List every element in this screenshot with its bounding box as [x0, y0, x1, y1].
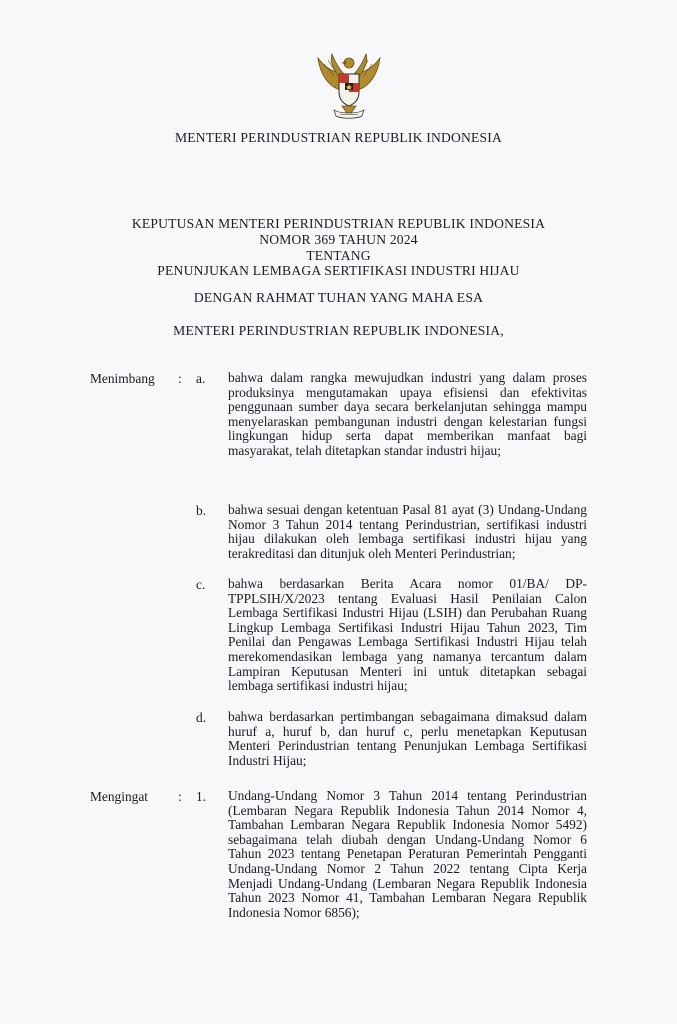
menimbang-d-marker: d. — [196, 710, 207, 725]
issuer-line: MENTERI PERINDUSTRIAN REPUBLIK INDONESIA, — [173, 323, 504, 338]
decree-title-line-1: KEPUTUSAN MENTERI PERINDUSTRIAN REPUBLIK INDONESIA — [131, 216, 546, 231]
menimbang-colon: : — [178, 371, 182, 386]
decree-title-about: TENTANG — [306, 248, 371, 263]
garuda-pancasila-emblem-icon — [310, 50, 388, 122]
menimbang-b-marker: b. — [196, 503, 207, 518]
menimbang-c-text: bahwa berdasarkan Berita Acara nomor 01/BA/ DP-TPPLSIH/X/2023 tentang Evaluasi Hasil Penilaian Calon Lembaga Sertifikasi Industri Hijau (LSIH) dan Perubahan Ruang Lingkup Lembaga Sertifikasi Industri Hijau Tahun 2023, Tim Penilai dan Pengawas Lembaga Sertifikasi Industri Hijau telah merekomendasikan lembaga yang namanya tercantum dalam Lampiran Keputusan Menteri ini untuk ditetapkan sebagai lembaga sertifikasi industri hijau; — [228, 576, 587, 694]
menimbang-a-marker: a. — [196, 371, 206, 386]
mengingat-label: Mengingat — [90, 789, 149, 804]
blessing-line: DENGAN RAHMAT TUHAN YANG MAHA ESA — [193, 290, 484, 305]
ministry-header-title: MENTERI PERINDUSTRIAN REPUBLIK INDONESIA — [174, 130, 503, 145]
menimbang-label: Menimbang — [90, 371, 155, 386]
mengingat-colon: : — [178, 789, 182, 804]
decree-subject: PENUNJUKAN LEMBAGA SERTIFIKASI INDUSTRI HIJAU — [157, 263, 520, 278]
menimbang-b-text: bahwa sesuai dengan ketentuan Pasal 81 ayat (3) Undang-Undang Nomor 3 Tahun 2014 tentang Perindustrian, sertifikasi industri hijau dilakukan oleh lembaga sertifikasi industri hijau yang terakreditasi dan ditunjuk oleh Menteri Perindustrian; — [228, 502, 587, 561]
decree-number: NOMOR 369 TAHUN 2024 — [259, 232, 418, 247]
menimbang-c-marker: c. — [196, 577, 206, 592]
menimbang-d-text: bahwa berdasarkan pertimbangan sebagaimana dimaksud dalam huruf a, huruf b, dan huruf c, perlu menetapkan Keputusan Menteri Perindustrian tentang Penunjukan Lembaga Sertifikasi Industri Hijau; — [228, 709, 587, 768]
mengingat-1-text: Undang-Undang Nomor 3 Tahun 2014 tentang Perindustrian (Lembaran Negara Republik Indonesia Tahun 2014 Nomor 4, Tambahan Lembaran Negara Republik Indonesia Nomor 5492) sebagaimana telah diubah dengan Undang-Undang Nomor 6 Tahun 2023 tentang Penetapan Peraturan Pemerintah Pengganti Undang-Undang Nomor 2 Tahun 2022 tentang Cipta Kerja Menjadi Undang-Undang (Lembaran Negara Republik Indonesia Tahun 2023 Nomor 41, Tambahan Lembaran Negara Republik Indonesia Nomor 6856); — [228, 788, 587, 920]
menimbang-a-text: bahwa dalam rangka mewujudkan industri yang dalam proses produksinya mengutamakan upaya efisiensi dan efektivitas penggunaan sumber daya secara berkelanjutan sehingga mampu menyelaraskan pembangunan industri dengan kelestarian fungsi lingkungan hidup serta dapat memberikan manfaat bagi masyarakat, telah ditetapkan standar industri hijau; — [228, 370, 587, 458]
mengingat-1-marker: 1. — [196, 789, 207, 804]
